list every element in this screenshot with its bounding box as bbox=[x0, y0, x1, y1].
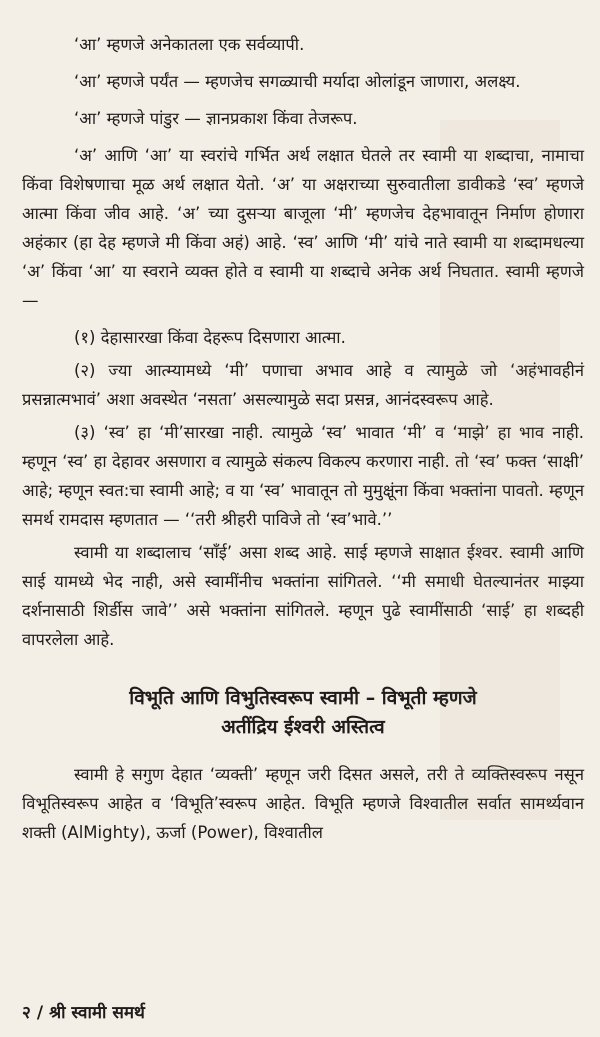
paragraph-sai: स्वामी या शब्दालाच ‘साँई’ असा शब्द आहे. साई म्हणजे साक्षात ईश्वर. स्वामी आणि साई यामध्ये भेद नाही, असे स्वामींनीच भक्तांना सांगितले. ‘‘मी समाधी घेतल्यानंतर माझ्या दर्शनासाठी शिर्डीस जावे’’ असे भक्तांना सांगितले. म्हणून पुढे स्वामींसाठी ‘साई’ हा शब्दही वापरलेला आहे. bbox=[22, 543, 584, 649]
list-item-3: (३) ‘स्व’ हा ‘मी’सारखा नाही. त्यामुळे ‘स्व’ भावात ‘मी’ व ‘माझे’ हा भाव नाही. म्हणून ‘स्व’ हा देहावर असणारा व त्यामुळे संकल्प विकल्प करणारा नाही. तो ‘स्व’ फक्त ‘साक्षी’ आहे; म्हणून स्वत:चा स्वामी आहे; व या ‘स्व’ भावातून तो मुमुक्षूंना किंवा भक्तांना पावतो. म्हणून समर्थ रामदास म्हणतात — ‘‘तरी श्रीहरी पाविजे तो ‘स्व’भावे.’’ bbox=[22, 423, 584, 529]
section-heading-line-2: अतींद्रिय ईश्वरी अस्तित्व bbox=[221, 716, 385, 738]
paragraph-vibhuti: स्वामी हे सगुण देहात ‘व्यक्ती’ म्हणून जरी दिसत असले, तरी ते व्यक्तिस्वरूप नसून विभूतिस्वरूप आहेत व ‘विभूति’स्वरूप आहेत. विभूति म्हणजे विश्वातील सर्वात सामर्थ्यवान शक्ती (AlMighty), ऊर्जा (Power), विश्वातील bbox=[22, 765, 584, 842]
footer-separator: / bbox=[36, 1003, 44, 1023]
section-heading-line-1: विभूति आणि विभुतिस्वरूप स्वामी – विभूती म्हणजे bbox=[129, 687, 477, 709]
page-footer bbox=[22, 1000, 145, 1023]
paragraph-vowel-meaning: ‘अ’ आणि ‘आ’ या स्वरांचे गर्भित अर्थ लक्षात घेतले तर स्वामी या शब्दाचा, नामाचा किंवा विशेषणाचा मूळ अर्थ लक्षात येतो. ‘अ’ या अक्षराच्या सुरुवातीला डावीकडे ‘स्व’ म्हणजे आत्मा किंवा जीव आहे. ‘अ’ च्या दुसऱ्या बाजूला ‘मी’ म्हणजेच देहभावातून निर्माण होणारा अहंकार (हा देह म्हणजे मी किंवा अहं) आहे. ‘स्व’ आणि ‘मी’ यांचे नाते स्वामी या शब्दामधल्या ‘अ’ किंवा ‘आ’ या स्वराने व्यक्त होते व स्वामी या शब्दाचे अनेक अर्थ निघतात. स्वामी म्हणजे — bbox=[22, 146, 584, 310]
section-heading bbox=[22, 684, 584, 742]
paragraph-aa-pandur: ‘आ’ म्हणजे पांडुर — ज्ञानप्रकाश किंवा तेजरूप. bbox=[74, 109, 358, 128]
paragraph-aa-till: ‘आ’ म्हणजे पर्यंत — म्हणजेच सगळ्याची मर्यादा ओलांडून जाणारा, अलक्ष्य. bbox=[74, 72, 521, 91]
list-item-1: (१) देहासारखा किंवा देहरूप दिसणारा आत्मा. bbox=[74, 328, 346, 347]
page-number: २ bbox=[22, 1003, 31, 1023]
book-title: श्री स्वामी समर्थ bbox=[49, 1003, 145, 1023]
list-item-2: (२) ज्या आत्म्यामध्ये ‘मी’ पणाचा अभाव आहे व त्यामुळे जो ‘अहंभावहीनं प्रसन्नात्मभावं’ अशा अवस्थेत ‘नसता’ असल्यामुळे सदा प्रसन्न, आनंदस्वरूप आहे. bbox=[22, 361, 584, 409]
paragraph-aa-omnipresent: ‘आ’ म्हणजे अनेकातला एक सर्वव्यापी. bbox=[74, 35, 305, 54]
